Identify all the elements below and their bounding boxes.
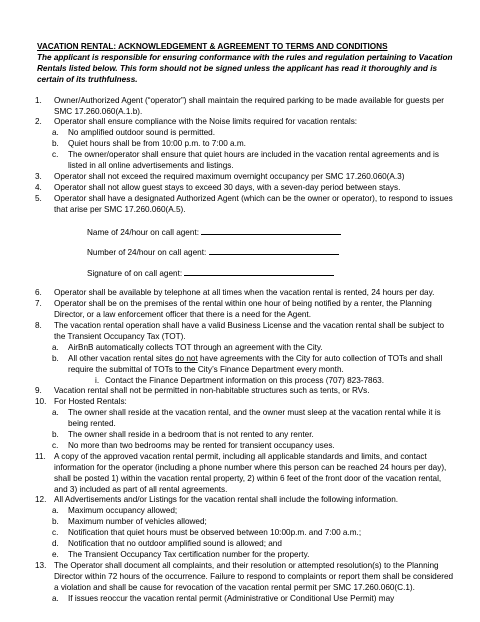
field-label: Number of 24/hour on call agent: [87, 248, 207, 258]
document-page [37, 42, 455, 605]
sub-item [52, 150, 455, 172]
item-number: 9. [35, 386, 42, 396]
item-number: c. [52, 440, 59, 450]
item-number: 13. [35, 560, 47, 570]
item-number: 3. [35, 171, 42, 181]
list-item [37, 321, 455, 343]
item-text: All other vacation rental sites [68, 353, 175, 363]
list-item [37, 96, 455, 118]
item-number: b. [52, 517, 59, 527]
item-text: A copy of the approved vacation rental permit, including all applicable standards and limits, and contact information for the operator (including a phone number where this person can be reached 24 hours per day), shall be posted 1) within the vacation rental property, 2) within 6 feet of the front door of the vacation rental, and 3) included as part of all rental agreements. [54, 451, 447, 494]
item-number: a. [52, 342, 59, 352]
item-text: No amplified outdoor sound is permitted. [68, 128, 215, 138]
item-number: 5. [35, 193, 42, 203]
list-item [37, 495, 455, 506]
agent-name-field[interactable] [87, 226, 455, 237]
item-text: Operator shall be on the premises of the rental within one hour of being notified by a renter, the Planning Director, or a law enforcement officer that there is a need for the Agent. [54, 299, 432, 320]
item-text: Owner/Authorized Agent (“operator”) shall maintain the required parking to be made available for guests per SMC 17.260.060(A.1.b). [54, 95, 445, 116]
item-text: AirBnB automatically collects TOT through an agreement with the City. [68, 342, 323, 352]
item-text: Maximum occupancy allowed; [68, 506, 178, 516]
item-text: No more than two bedrooms may be rented for transient occupancy uses. [68, 440, 335, 450]
item-number: 6. [35, 288, 42, 298]
item-number: 7. [35, 299, 42, 309]
agent-fields [87, 226, 455, 279]
item-number: b. [52, 430, 59, 440]
blank-line[interactable] [184, 267, 334, 276]
blank-line[interactable] [201, 226, 341, 235]
item-text: have agreements with the City for auto collection of TOTs and shall require the submittal of TOTs to the City’s Finance Department every month. [68, 353, 443, 374]
sub-item [52, 139, 455, 150]
item-text: Notification that quiet hours must be observed between 10:00p.m. and 7:00 a.m.; [68, 528, 362, 538]
document-title: VACATION RENTAL: ACKNOWLEDGEMENT & AGREEMENT TO TERMS AND CONDITIONS [37, 42, 388, 51]
sub-sub-item [95, 376, 455, 387]
item-number: 8. [35, 320, 42, 330]
intro-paragraph: The applicant is responsible for ensuring conformance with the rules and regulation pertaining to Vacation Rentals listed below. This form should not be signed unless the applicant has read it thoroughly and is certain of its truthfulness. [37, 52, 453, 84]
sub-item [52, 408, 455, 430]
item-text: The Operator shall document all complaints, and their resolution or attempted resolution(s) to the Planning Director within 72 hours of the occurrence. Failure to respond to complaints or report them shall be considered a violation and shall be cause for revocation of the vacation rental permit per SMC 17.260.060(C.1). [54, 560, 454, 592]
item-text: The owner shall reside in a bedroom that is not rented to any renter. [68, 430, 314, 440]
item-number: d. [52, 539, 59, 549]
blank-line[interactable] [209, 246, 339, 255]
item-text: The Transient Occupancy Tax certification number for the property. [68, 550, 310, 560]
item-number: b. [52, 353, 59, 363]
item-number: b. [52, 139, 59, 149]
item-text: Operator shall not exceed the required maximum overnight occupancy per SMC 17.260.060(A.3) [54, 171, 405, 181]
sub-item [52, 528, 455, 539]
sub-item [52, 550, 455, 561]
agent-number-field[interactable] [87, 246, 455, 257]
item-text: Operator shall not allow guest stays to exceed 30 days, with a seven-day period between stays. [54, 182, 401, 192]
list-item [37, 194, 455, 216]
item-number: a. [52, 128, 59, 138]
item-text: Quiet hours shall be from 10:00 p.m. to 7:00 a.m. [68, 139, 246, 149]
item-text: For Hosted Rentals: [54, 397, 127, 407]
list-item [37, 452, 455, 496]
list-item [37, 561, 455, 594]
sub-item [52, 506, 455, 517]
item-number: 4. [35, 182, 42, 192]
underlined-text: do not [174, 353, 198, 363]
item-text: The owner shall reside at the vacation rental, and the owner must sleep at the vacation rental while it is being rented. [68, 408, 441, 429]
sub-item [52, 539, 455, 550]
sub-item [52, 594, 455, 605]
field-label: Name of 24/hour on call agent: [87, 227, 199, 237]
list-item [37, 172, 455, 183]
item-number: i. [95, 375, 100, 385]
item-number: e. [52, 550, 59, 560]
list-item [37, 183, 455, 194]
list-item [37, 386, 455, 397]
item-number: 2. [35, 117, 42, 127]
sub-item [52, 354, 455, 376]
item-number: a. [52, 593, 59, 603]
sub-item [52, 343, 455, 354]
item-number: c. [52, 150, 59, 160]
agent-signature-field[interactable] [87, 267, 455, 278]
sub-item [52, 441, 455, 452]
item-number: c. [52, 528, 59, 538]
item-number: a. [52, 408, 59, 418]
item-text: Operator shall ensure compliance with the Noise limits required for vacation rentals: [54, 117, 358, 127]
item-number: a. [52, 506, 59, 516]
item-text: All Advertisements and/or Listings for the vacation rental shall include the following information. [54, 495, 399, 505]
item-text: If issues reoccur the vacation rental permit (Administrative or Conditional Use Permit) may [68, 593, 395, 603]
sub-item [52, 128, 455, 139]
field-label: Signature of on call agent: [87, 269, 183, 279]
list-item [37, 288, 455, 299]
item-text: Operator shall have a designated Authorized Agent (which can be the owner or operator), to respond to issues that arise per SMC 17.260.060(A.5). [54, 193, 453, 214]
item-text: The owner/operator shall ensure that quiet hours are included in the vacation rental agreements and is listed in all online advertisements and listings. [68, 150, 439, 171]
item-text: The vacation rental operation shall have a valid Business License and the vacation rental shall be subject to the Transient Occupancy Tax (TOT). [54, 320, 445, 341]
list-item [37, 299, 455, 321]
item-number: 10. [35, 397, 47, 407]
item-text: Maximum number of vehicles allowed; [68, 517, 207, 527]
item-number: 1. [35, 95, 42, 105]
sub-item [52, 517, 455, 528]
item-number: 11. [35, 451, 46, 461]
item-text: Operator shall be available by telephone at all times when the vacation rental is rented, 24 hours per day. [54, 288, 435, 298]
item-text: Contact the Finance Department information on this process (707) 823-7863. [105, 375, 384, 385]
item-text: Vacation rental shall not be permitted in non-habitable structures such as tents, or RVs. [54, 386, 370, 396]
item-text: Notification that no outdoor amplified sound is allowed; and [68, 539, 282, 549]
item-number: 12. [35, 495, 47, 505]
sub-item [52, 430, 455, 441]
list-item [37, 117, 455, 128]
list-item [37, 397, 455, 408]
